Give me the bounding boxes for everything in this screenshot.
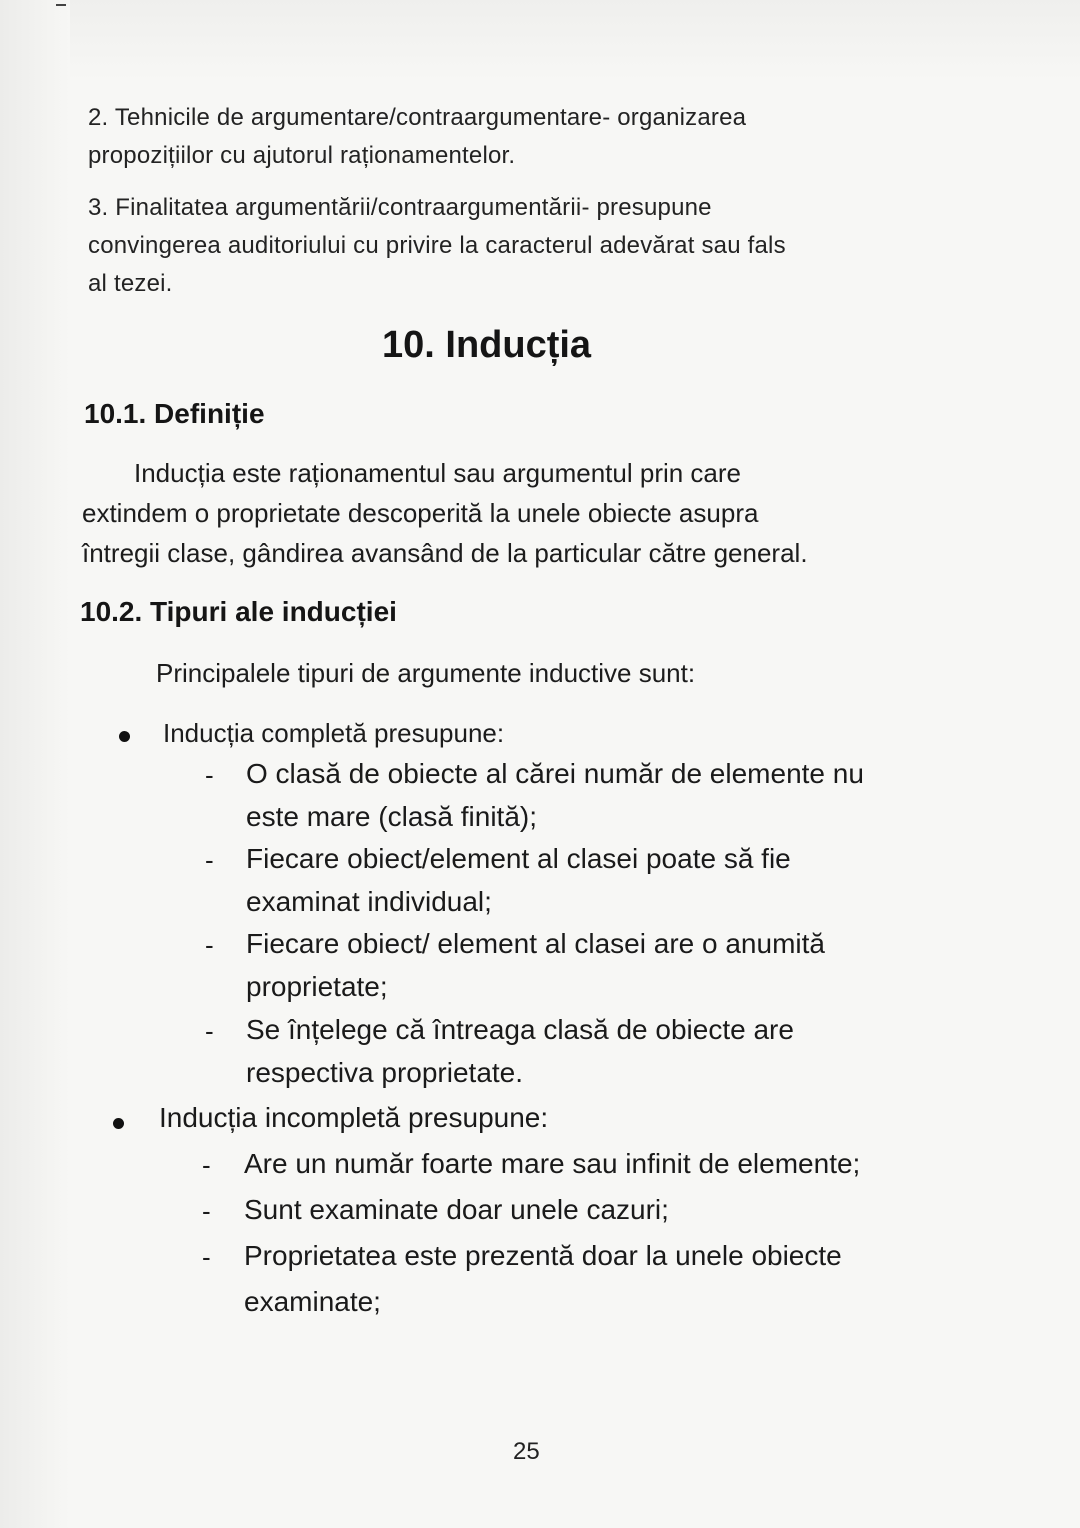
definition-line-1: Inducția este raționamentul sau argumentul prin care [134, 458, 742, 488]
bullet-incomplete-label: Inducția incompletă presupune: [159, 1102, 549, 1133]
complete-item-2-line-2: examinat individual; [246, 886, 492, 917]
incomplete-item-2: Sunt examinate doar unele cazuri; [244, 1194, 669, 1225]
dash-icon: - [205, 930, 214, 960]
complete-item-2-line-1: Fiecare obiect/element al clasei poate să fie [246, 843, 791, 874]
dash-icon: - [205, 760, 214, 790]
intro-item-2-line-1: 2. Tehnicile de argumentare/contraargumentare- organizarea [88, 104, 747, 131]
section-title-types: 10.2. Tipuri ale inducției [80, 596, 397, 627]
scan-mark [56, 4, 66, 6]
complete-item-4-line-2: respectiva proprietate. [246, 1057, 524, 1088]
types-intro: Principalele tipuri de argumente inductive sunt: [156, 658, 696, 688]
complete-item-1-line-1: O clasă de obiecte al cărei număr de elemente nu [246, 758, 864, 789]
scan-shadow-left [0, 0, 70, 1528]
incomplete-item-3-line-2: examinate; [244, 1286, 381, 1317]
intro-item-3-line-2: convingerea auditoriului cu privire la caracterul adevărat sau fals [88, 232, 786, 259]
bullet-complete-label: Inducția completă presupune: [163, 718, 505, 748]
intro-item-3-line-3: al tezei. [88, 270, 173, 297]
dash-icon: - [205, 845, 214, 875]
dash-icon: - [202, 1196, 211, 1226]
dash-icon: - [202, 1242, 211, 1272]
intro-item-2-line-2: propozițiilor cu ajutorul raționamentelor. [88, 142, 516, 169]
scan-shadow-top [0, 0, 1080, 80]
chapter-title: 10. Inducția [382, 324, 592, 366]
incomplete-item-3-line-1: Proprietatea este prezentă doar la unele obiecte [244, 1240, 842, 1271]
complete-item-3-line-1: Fiecare obiect/ element al clasei are o anumită [246, 928, 825, 959]
definition-line-2: extindem o proprietate descoperită la unele obiecte asupra [82, 498, 759, 528]
incomplete-item-1: Are un număr foarte mare sau infinit de elemente; [244, 1148, 861, 1179]
complete-item-1-line-2: este mare (clasă finită); [246, 801, 537, 832]
complete-item-3-line-2: proprietate; [246, 971, 388, 1002]
dash-icon: - [202, 1150, 211, 1180]
bullet-icon [113, 1118, 124, 1129]
intro-item-3-line-1: 3. Finalitatea argumentării/contraargumentării- presupune [88, 194, 712, 221]
dash-icon: - [205, 1016, 214, 1046]
page-number: 25 [513, 1438, 540, 1465]
bullet-icon [119, 731, 130, 742]
definition-line-3: întregii clase, gândirea avansând de la particular către general. [82, 538, 808, 568]
section-title-definition: 10.1. Definiție [84, 398, 265, 429]
complete-item-4-line-1: Se înțelege că întreaga clasă de obiecte are [246, 1014, 794, 1045]
